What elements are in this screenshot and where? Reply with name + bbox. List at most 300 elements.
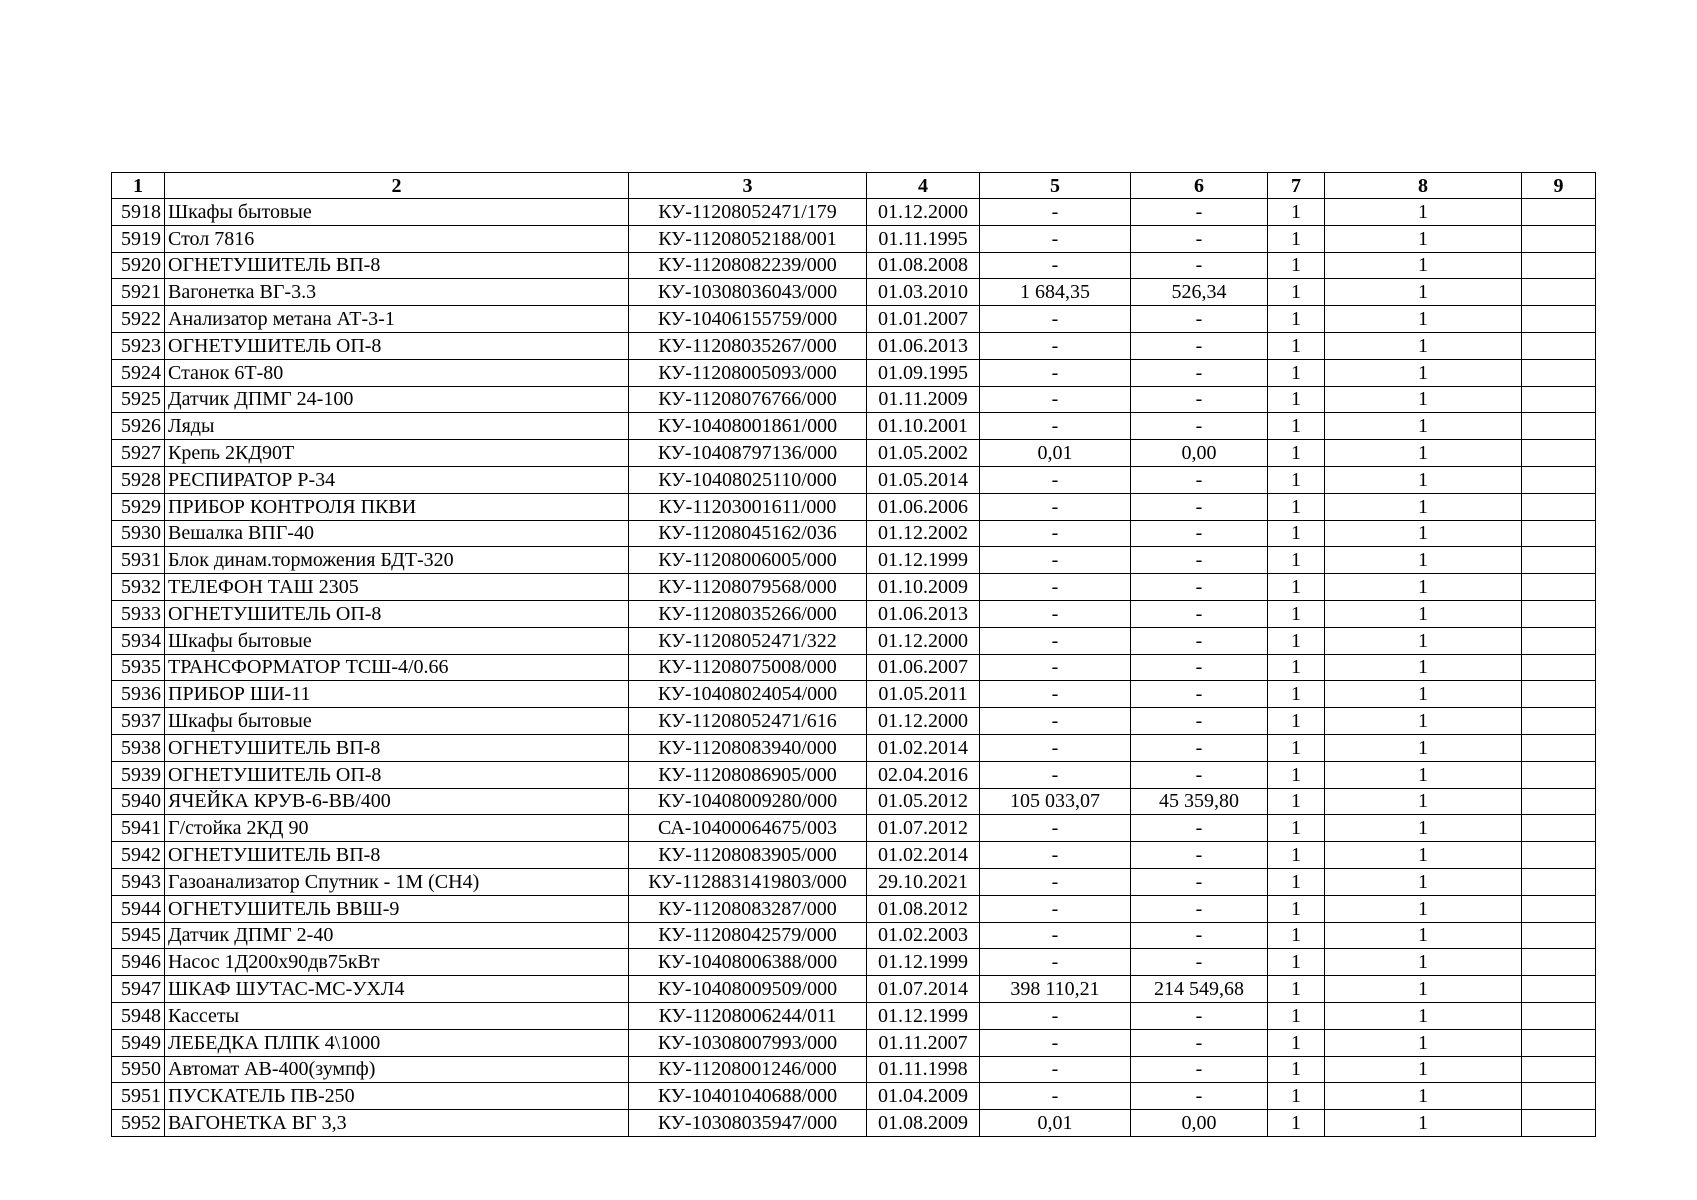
date-cell: 01.03.2010 (867, 279, 980, 306)
note-9-cell (1522, 734, 1596, 761)
quantity-7-cell: 1 (1268, 440, 1325, 467)
note-9-cell (1522, 252, 1596, 279)
value-5-cell: - (980, 654, 1131, 681)
quantity-7-cell: 1 (1268, 574, 1325, 601)
quantity-7-cell: 1 (1268, 868, 1325, 895)
value-6-cell: - (1131, 1056, 1268, 1083)
value-6-cell: - (1131, 922, 1268, 949)
table-row (112, 868, 1596, 895)
header-row (112, 173, 1596, 199)
inventory-code-cell: КУ-10408006388/000 (629, 949, 867, 976)
value-6-cell: - (1131, 1002, 1268, 1029)
value-5-cell: - (980, 413, 1131, 440)
quantity-8-cell: 1 (1325, 359, 1522, 386)
row-number-cell: 5929 (112, 493, 165, 520)
inventory-code-cell: КУ-11208076766/000 (629, 386, 867, 413)
date-cell: 01.10.2009 (867, 574, 980, 601)
value-6-cell: - (1131, 493, 1268, 520)
quantity-7-cell: 1 (1268, 359, 1325, 386)
date-cell: 01.05.2002 (867, 440, 980, 467)
table-row (112, 681, 1596, 708)
item-name-cell: РЕСПИРАТОР Р-34 (165, 466, 629, 493)
note-9-cell (1522, 520, 1596, 547)
row-number-cell: 5935 (112, 654, 165, 681)
item-name-cell: ОГНЕТУШИТЕЛЬ ВП-8 (165, 842, 629, 869)
row-number-cell: 5925 (112, 386, 165, 413)
value-5-cell: - (980, 895, 1131, 922)
inventory-code-cell: КУ-11208086905/000 (629, 761, 867, 788)
value-5-cell: - (980, 493, 1131, 520)
row-number-cell: 5943 (112, 868, 165, 895)
value-5-cell: - (980, 332, 1131, 359)
item-name-cell: Вагонетка ВГ-3.3 (165, 279, 629, 306)
quantity-8-cell: 1 (1325, 547, 1522, 574)
note-9-cell (1522, 413, 1596, 440)
value-5-cell: - (980, 1002, 1131, 1029)
inventory-code-cell: КУ-10408009509/000 (629, 976, 867, 1003)
quantity-7-cell: 1 (1268, 1056, 1325, 1083)
quantity-7-cell: 1 (1268, 1083, 1325, 1110)
item-name-cell: ОГНЕТУШИТЕЛЬ ОП-8 (165, 332, 629, 359)
quantity-8-cell: 1 (1325, 976, 1522, 1003)
value-5-cell: - (980, 359, 1131, 386)
column-header-7: 7 (1268, 173, 1325, 199)
note-9-cell (1522, 199, 1596, 226)
value-5-cell: - (980, 842, 1131, 869)
quantity-7-cell: 1 (1268, 225, 1325, 252)
value-5-cell: - (980, 547, 1131, 574)
table-row (112, 252, 1596, 279)
value-6-cell: 214 549,68 (1131, 976, 1268, 1003)
row-number-cell: 5938 (112, 734, 165, 761)
value-5-cell: - (980, 627, 1131, 654)
date-cell: 01.11.1995 (867, 225, 980, 252)
note-9-cell (1522, 547, 1596, 574)
date-cell: 01.12.2002 (867, 520, 980, 547)
row-number-cell: 5928 (112, 466, 165, 493)
date-cell: 01.05.2014 (867, 466, 980, 493)
quantity-8-cell: 1 (1325, 574, 1522, 601)
column-header-5: 5 (980, 173, 1131, 199)
quantity-8-cell: 1 (1325, 922, 1522, 949)
date-cell: 01.05.2011 (867, 681, 980, 708)
table-row (112, 547, 1596, 574)
value-5-cell: - (980, 520, 1131, 547)
value-5-cell: - (980, 574, 1131, 601)
item-name-cell: Шкафы бытовые (165, 708, 629, 735)
table-row (112, 949, 1596, 976)
quantity-7-cell: 1 (1268, 493, 1325, 520)
date-cell: 01.12.1999 (867, 949, 980, 976)
quantity-8-cell: 1 (1325, 306, 1522, 333)
table-row (112, 386, 1596, 413)
inventory-code-cell: КУ-11208083940/000 (629, 734, 867, 761)
note-9-cell (1522, 1056, 1596, 1083)
quantity-7-cell: 1 (1268, 681, 1325, 708)
row-number-cell: 5946 (112, 949, 165, 976)
date-cell: 01.01.2007 (867, 306, 980, 333)
inventory-code-cell: КУ-10406155759/000 (629, 306, 867, 333)
value-6-cell: - (1131, 252, 1268, 279)
quantity-8-cell: 1 (1325, 386, 1522, 413)
quantity-7-cell: 1 (1268, 1029, 1325, 1056)
quantity-8-cell: 1 (1325, 332, 1522, 359)
value-5-cell: - (980, 600, 1131, 627)
note-9-cell (1522, 681, 1596, 708)
value-5-cell: - (980, 252, 1131, 279)
inventory-code-cell: КУ-1128831419803/000 (629, 868, 867, 895)
note-9-cell (1522, 440, 1596, 467)
inventory-code-cell: КУ-11208052471/322 (629, 627, 867, 654)
value-6-cell: - (1131, 681, 1268, 708)
value-6-cell: - (1131, 654, 1268, 681)
quantity-8-cell: 1 (1325, 627, 1522, 654)
quantity-8-cell: 1 (1325, 1083, 1522, 1110)
quantity-7-cell: 1 (1268, 976, 1325, 1003)
note-9-cell (1522, 1083, 1596, 1110)
quantity-7-cell: 1 (1268, 708, 1325, 735)
quantity-8-cell: 1 (1325, 868, 1522, 895)
note-9-cell (1522, 815, 1596, 842)
row-number-cell: 5952 (112, 1110, 165, 1137)
date-cell: 01.11.1998 (867, 1056, 980, 1083)
table-row (112, 359, 1596, 386)
value-6-cell: - (1131, 895, 1268, 922)
date-cell: 01.08.2012 (867, 895, 980, 922)
inventory-code-cell: КУ-11208006005/000 (629, 547, 867, 574)
row-number-cell: 5937 (112, 708, 165, 735)
column-header-1: 1 (112, 173, 165, 199)
date-cell: 01.12.2000 (867, 708, 980, 735)
quantity-7-cell: 1 (1268, 252, 1325, 279)
row-number-cell: 5947 (112, 976, 165, 1003)
table-row (112, 1083, 1596, 1110)
value-6-cell: - (1131, 1083, 1268, 1110)
table-row (112, 574, 1596, 601)
inventory-code-cell: КУ-11208052188/001 (629, 225, 867, 252)
date-cell: 01.11.2009 (867, 386, 980, 413)
inventory-code-cell: СА-10400064675/003 (629, 815, 867, 842)
quantity-8-cell: 1 (1325, 1110, 1522, 1137)
value-5-cell: - (980, 1083, 1131, 1110)
note-9-cell (1522, 868, 1596, 895)
row-number-cell: 5950 (112, 1056, 165, 1083)
item-name-cell: Крепь 2КД90Т (165, 440, 629, 467)
quantity-7-cell: 1 (1268, 734, 1325, 761)
item-name-cell: ОГНЕТУШИТЕЛЬ ОП-8 (165, 761, 629, 788)
note-9-cell (1522, 225, 1596, 252)
quantity-7-cell: 1 (1268, 895, 1325, 922)
table-row (112, 440, 1596, 467)
row-number-cell: 5949 (112, 1029, 165, 1056)
date-cell: 02.04.2016 (867, 761, 980, 788)
quantity-7-cell: 1 (1268, 306, 1325, 333)
table-row (112, 332, 1596, 359)
table-row (112, 493, 1596, 520)
table-row (112, 199, 1596, 226)
date-cell: 01.02.2014 (867, 842, 980, 869)
item-name-cell: ОГНЕТУШИТЕЛЬ ОП-8 (165, 600, 629, 627)
quantity-8-cell: 1 (1325, 681, 1522, 708)
value-6-cell: - (1131, 708, 1268, 735)
note-9-cell (1522, 600, 1596, 627)
item-name-cell: Датчик ДПМГ 2-40 (165, 922, 629, 949)
date-cell: 01.07.2012 (867, 815, 980, 842)
value-5-cell: 398 110,21 (980, 976, 1131, 1003)
table-row (112, 279, 1596, 306)
value-5-cell: - (980, 815, 1131, 842)
value-6-cell: - (1131, 627, 1268, 654)
date-cell: 01.12.2000 (867, 627, 980, 654)
table-row (112, 654, 1596, 681)
quantity-8-cell: 1 (1325, 654, 1522, 681)
value-5-cell: - (980, 868, 1131, 895)
row-number-cell: 5924 (112, 359, 165, 386)
quantity-7-cell: 1 (1268, 413, 1325, 440)
note-9-cell (1522, 976, 1596, 1003)
date-cell: 01.06.2006 (867, 493, 980, 520)
date-cell: 01.08.2009 (867, 1110, 980, 1137)
quantity-7-cell: 1 (1268, 627, 1325, 654)
quantity-8-cell: 1 (1325, 815, 1522, 842)
inventory-code-cell: КУ-11208052471/616 (629, 708, 867, 735)
quantity-7-cell: 1 (1268, 1110, 1325, 1137)
note-9-cell (1522, 1110, 1596, 1137)
value-6-cell: - (1131, 949, 1268, 976)
inventory-code-cell: КУ-11208001246/000 (629, 1056, 867, 1083)
value-5-cell: - (980, 466, 1131, 493)
inventory-code-cell: КУ-11203001611/000 (629, 493, 867, 520)
note-9-cell (1522, 359, 1596, 386)
item-name-cell: ВАГОНЕТКА ВГ 3,3 (165, 1110, 629, 1137)
inventory-code-cell: КУ-11208075008/000 (629, 654, 867, 681)
value-5-cell: - (980, 949, 1131, 976)
row-number-cell: 5930 (112, 520, 165, 547)
quantity-8-cell: 1 (1325, 279, 1522, 306)
item-name-cell: ШКАФ ШУТАС-МС-УХЛ4 (165, 976, 629, 1003)
inventory-code-cell: КУ-11208083905/000 (629, 842, 867, 869)
value-6-cell: 0,00 (1131, 1110, 1268, 1137)
inventory-code-cell: КУ-11208052471/179 (629, 199, 867, 226)
quantity-7-cell: 1 (1268, 466, 1325, 493)
inventory-code-cell: КУ-11208082239/000 (629, 252, 867, 279)
table-row (112, 1056, 1596, 1083)
quantity-8-cell: 1 (1325, 1002, 1522, 1029)
table-row (112, 1110, 1596, 1137)
quantity-8-cell: 1 (1325, 761, 1522, 788)
inventory-code-cell: КУ-10308036043/000 (629, 279, 867, 306)
value-5-cell: - (980, 386, 1131, 413)
row-number-cell: 5923 (112, 332, 165, 359)
note-9-cell (1522, 466, 1596, 493)
quantity-8-cell: 1 (1325, 493, 1522, 520)
item-name-cell: ПРИБОР КОНТРОЛЯ ПКВИ (165, 493, 629, 520)
value-6-cell: - (1131, 199, 1268, 226)
item-name-cell: ТРАНСФОРМАТОР ТСШ-4/0.66 (165, 654, 629, 681)
item-name-cell: ПУСКАТЕЛЬ ПВ-250 (165, 1083, 629, 1110)
table-row (112, 895, 1596, 922)
value-6-cell: 0,00 (1131, 440, 1268, 467)
row-number-cell: 5936 (112, 681, 165, 708)
date-cell: 01.04.2009 (867, 1083, 980, 1110)
value-6-cell: - (1131, 359, 1268, 386)
note-9-cell (1522, 788, 1596, 815)
date-cell: 01.06.2013 (867, 332, 980, 359)
inventory-code-cell: КУ-11208005093/000 (629, 359, 867, 386)
table-row (112, 734, 1596, 761)
item-name-cell: Шкафы бытовые (165, 627, 629, 654)
inventory-code-cell: КУ-10408009280/000 (629, 788, 867, 815)
row-number-cell: 5931 (112, 547, 165, 574)
table-row (112, 306, 1596, 333)
item-name-cell: ЯЧЕЙКА КРУВ-6-ВВ/400 (165, 788, 629, 815)
table-row (112, 761, 1596, 788)
quantity-7-cell: 1 (1268, 279, 1325, 306)
value-6-cell: - (1131, 466, 1268, 493)
quantity-8-cell: 1 (1325, 520, 1522, 547)
value-5-cell: - (980, 734, 1131, 761)
date-cell: 01.10.2001 (867, 413, 980, 440)
item-name-cell: Насос 1Д200х90дв75кВт (165, 949, 629, 976)
value-5-cell: 1 684,35 (980, 279, 1131, 306)
value-6-cell: - (1131, 332, 1268, 359)
note-9-cell (1522, 949, 1596, 976)
value-6-cell: - (1131, 842, 1268, 869)
item-name-cell: Блок динам.торможения БДТ-320 (165, 547, 629, 574)
quantity-7-cell: 1 (1268, 199, 1325, 226)
quantity-8-cell: 1 (1325, 842, 1522, 869)
item-name-cell: Газоанализатор Спутник - 1М (СН4) (165, 868, 629, 895)
quantity-8-cell: 1 (1325, 440, 1522, 467)
inventory-code-cell: КУ-10308007993/000 (629, 1029, 867, 1056)
row-number-cell: 5926 (112, 413, 165, 440)
item-name-cell: ОГНЕТУШИТЕЛЬ ВП-8 (165, 734, 629, 761)
table-body (112, 199, 1596, 1137)
quantity-8-cell: 1 (1325, 252, 1522, 279)
date-cell: 01.12.2000 (867, 199, 980, 226)
inventory-code-cell: КУ-11208042579/000 (629, 922, 867, 949)
item-name-cell: ПРИБОР ШИ-11 (165, 681, 629, 708)
column-header-8: 8 (1325, 173, 1522, 199)
value-6-cell: 45 359,80 (1131, 788, 1268, 815)
note-9-cell (1522, 386, 1596, 413)
note-9-cell (1522, 708, 1596, 735)
date-cell: 01.12.1999 (867, 547, 980, 574)
note-9-cell (1522, 1002, 1596, 1029)
quantity-8-cell: 1 (1325, 600, 1522, 627)
value-5-cell: - (980, 1029, 1131, 1056)
quantity-7-cell: 1 (1268, 842, 1325, 869)
item-name-cell: ОГНЕТУШИТЕЛЬ ВВШ-9 (165, 895, 629, 922)
note-9-cell (1522, 654, 1596, 681)
date-cell: 01.11.2007 (867, 1029, 980, 1056)
table-row (112, 815, 1596, 842)
quantity-7-cell: 1 (1268, 949, 1325, 976)
date-cell: 01.08.2008 (867, 252, 980, 279)
quantity-7-cell: 1 (1268, 1002, 1325, 1029)
row-number-cell: 5934 (112, 627, 165, 654)
quantity-7-cell: 1 (1268, 815, 1325, 842)
column-header-9: 9 (1522, 173, 1596, 199)
table-row (112, 1029, 1596, 1056)
value-6-cell: - (1131, 306, 1268, 333)
note-9-cell (1522, 574, 1596, 601)
row-number-cell: 5948 (112, 1002, 165, 1029)
row-number-cell: 5951 (112, 1083, 165, 1110)
inventory-code-cell: КУ-11208035267/000 (629, 332, 867, 359)
value-6-cell: - (1131, 734, 1268, 761)
quantity-8-cell: 1 (1325, 199, 1522, 226)
note-9-cell (1522, 922, 1596, 949)
value-6-cell: - (1131, 547, 1268, 574)
column-header-2: 2 (165, 173, 629, 199)
date-cell: 01.07.2014 (867, 976, 980, 1003)
value-5-cell: - (980, 922, 1131, 949)
table-row (112, 842, 1596, 869)
row-number-cell: 5933 (112, 600, 165, 627)
item-name-cell: Датчик ДПМГ 24-100 (165, 386, 629, 413)
date-cell: 01.05.2012 (867, 788, 980, 815)
value-6-cell: - (1131, 815, 1268, 842)
note-9-cell (1522, 1029, 1596, 1056)
quantity-8-cell: 1 (1325, 466, 1522, 493)
item-name-cell: Г/стойка 2КД 90 (165, 815, 629, 842)
value-6-cell: - (1131, 413, 1268, 440)
inventory-code-cell: КУ-11208045162/036 (629, 520, 867, 547)
row-number-cell: 5927 (112, 440, 165, 467)
row-number-cell: 5932 (112, 574, 165, 601)
inventory-table (111, 172, 1596, 1137)
quantity-8-cell: 1 (1325, 413, 1522, 440)
note-9-cell (1522, 627, 1596, 654)
table-row (112, 225, 1596, 252)
note-9-cell (1522, 761, 1596, 788)
inventory-code-cell: КУ-10408797136/000 (629, 440, 867, 467)
date-cell: 01.02.2014 (867, 734, 980, 761)
row-number-cell: 5940 (112, 788, 165, 815)
quantity-7-cell: 1 (1268, 600, 1325, 627)
quantity-7-cell: 1 (1268, 547, 1325, 574)
date-cell: 01.12.1999 (867, 1002, 980, 1029)
note-9-cell (1522, 332, 1596, 359)
date-cell: 01.09.1995 (867, 359, 980, 386)
row-number-cell: 5941 (112, 815, 165, 842)
inventory-code-cell: КУ-11208006244/011 (629, 1002, 867, 1029)
item-name-cell: Автомат АВ-400(зумпф) (165, 1056, 629, 1083)
note-9-cell (1522, 493, 1596, 520)
value-6-cell: - (1131, 574, 1268, 601)
quantity-8-cell: 1 (1325, 949, 1522, 976)
row-number-cell: 5918 (112, 199, 165, 226)
value-5-cell: - (980, 1056, 1131, 1083)
inventory-code-cell: КУ-11208079568/000 (629, 574, 867, 601)
quantity-7-cell: 1 (1268, 788, 1325, 815)
value-6-cell: - (1131, 386, 1268, 413)
item-name-cell: ОГНЕТУШИТЕЛЬ ВП-8 (165, 252, 629, 279)
value-6-cell: - (1131, 868, 1268, 895)
item-name-cell: Станок 6Т-80 (165, 359, 629, 386)
table-row (112, 922, 1596, 949)
item-name-cell: Кассеты (165, 1002, 629, 1029)
value-6-cell: 526,34 (1131, 279, 1268, 306)
value-5-cell: - (980, 681, 1131, 708)
row-number-cell: 5919 (112, 225, 165, 252)
quantity-8-cell: 1 (1325, 734, 1522, 761)
inventory-code-cell: КУ-10408024054/000 (629, 681, 867, 708)
value-5-cell: 0,01 (980, 440, 1131, 467)
item-name-cell: Ляды (165, 413, 629, 440)
column-header-4: 4 (867, 173, 980, 199)
